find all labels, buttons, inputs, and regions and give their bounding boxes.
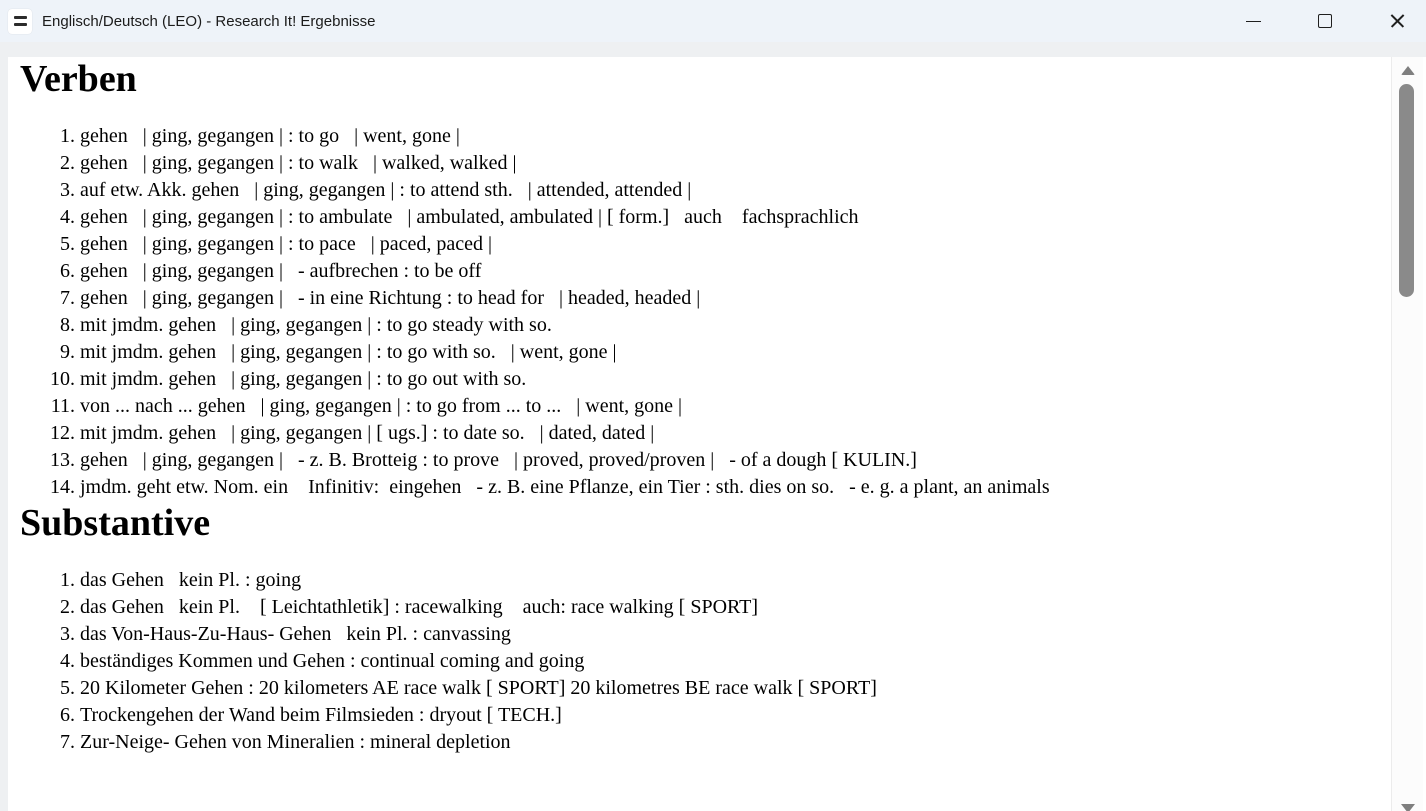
maximize-button[interactable] — [1302, 0, 1348, 42]
window-title: Englisch/Deutsch (LEO) - Research It! Ergebnisse — [42, 12, 376, 30]
scroll-up-icon[interactable] — [1401, 66, 1415, 75]
list-item: 7. Zur-Neige- Gehen von Mineralien : mineral depletion — [80, 729, 1426, 756]
list-item: 3. auf etw. Akk. gehen | ging, gegangen | : to attend sth. | attended, attended | — [80, 177, 1426, 204]
list-item: 10. mit jmdm. gehen | ging, gegangen | : to go out with so. — [80, 366, 1426, 393]
minimize-icon — [1246, 21, 1261, 22]
menu-icon-bar — [14, 23, 27, 26]
list-item: 11. von ... nach ... gehen | ging, gegangen | : to go from ... to ... | went, gone | — [80, 393, 1426, 420]
scrollbar-thumb[interactable] — [1399, 84, 1414, 297]
list-item: 12. mit jmdm. gehen | ging, gegangen | [ ugs.] : to date so. | dated, dated | — [80, 420, 1426, 447]
vertical-scrollbar[interactable] — [1391, 57, 1423, 811]
list-item: 3. das Von-Haus-Zu-Haus- Gehen kein Pl. : canvassing — [80, 621, 1426, 648]
list-item: 5. 20 Kilometer Gehen : 20 kilometers AE race walk [ SPORT] 20 kilometres BE race walk [ SPORT] — [80, 675, 1426, 702]
list-item: 14. jmdm. geht etw. Nom. ein Infinitiv: eingehen - z. B. eine Pflanze, ein Tier : sth. dies on so. - e. g. a plant, an animals — [80, 474, 1426, 501]
list-item: 1. das Gehen kein Pl. : going — [80, 567, 1426, 594]
list-item: 1. gehen | ging, gegangen | : to go | went, gone | — [80, 123, 1426, 150]
maximize-icon — [1318, 14, 1332, 28]
menu-icon-bar — [14, 16, 27, 19]
list-item: 2. das Gehen kein Pl. [ Leichtathletik] : racewalking auch: race walking [ SPORT] — [80, 594, 1426, 621]
section-heading-nouns: Substantive — [20, 502, 211, 544]
list-item: 4. beständiges Kommen und Gehen : continual coming and going — [80, 648, 1426, 675]
list-item: 4. gehen | ging, gegangen | : to ambulate | ambulated, ambulated | [ form.] auch fachsprachlich — [80, 204, 1426, 231]
list-item: 9. mit jmdm. gehen | ging, gegangen | : to go with so. | went, gone | — [80, 339, 1426, 366]
list-item: 6. gehen | ging, gegangen | - aufbrechen : to be off — [80, 258, 1426, 285]
close-icon — [1390, 14, 1405, 29]
verbs-list — [8, 123, 1426, 501]
results-page — [8, 57, 1426, 811]
section-heading-verbs: Verben — [20, 58, 137, 100]
list-item: 5. gehen | ging, gegangen | : to pace | paced, paced | — [80, 231, 1426, 258]
list-item: 2. gehen | ging, gegangen | : to walk | walked, walked | — [80, 150, 1426, 177]
window-controls — [1230, 0, 1420, 42]
titlebar — [0, 0, 1426, 42]
list-item: 13. gehen | ging, gegangen | - z. B. Brotteig : to prove | proved, proved/proven | - of a dough [ KULIN.] — [80, 447, 1426, 474]
nouns-list — [8, 567, 1426, 756]
list-item: 6. Trockengehen der Wand beim Filmsieden : dryout [ TECH.] — [80, 702, 1426, 729]
list-item: 8. mit jmdm. gehen | ging, gegangen | : to go steady with so. — [80, 312, 1426, 339]
menu-icon[interactable] — [8, 9, 32, 34]
close-button[interactable] — [1374, 0, 1420, 42]
scroll-down-icon[interactable] — [1401, 804, 1415, 811]
minimize-button[interactable] — [1230, 0, 1276, 42]
list-item: 7. gehen | ging, gegangen | - in eine Richtung : to head for | headed, headed | — [80, 285, 1426, 312]
